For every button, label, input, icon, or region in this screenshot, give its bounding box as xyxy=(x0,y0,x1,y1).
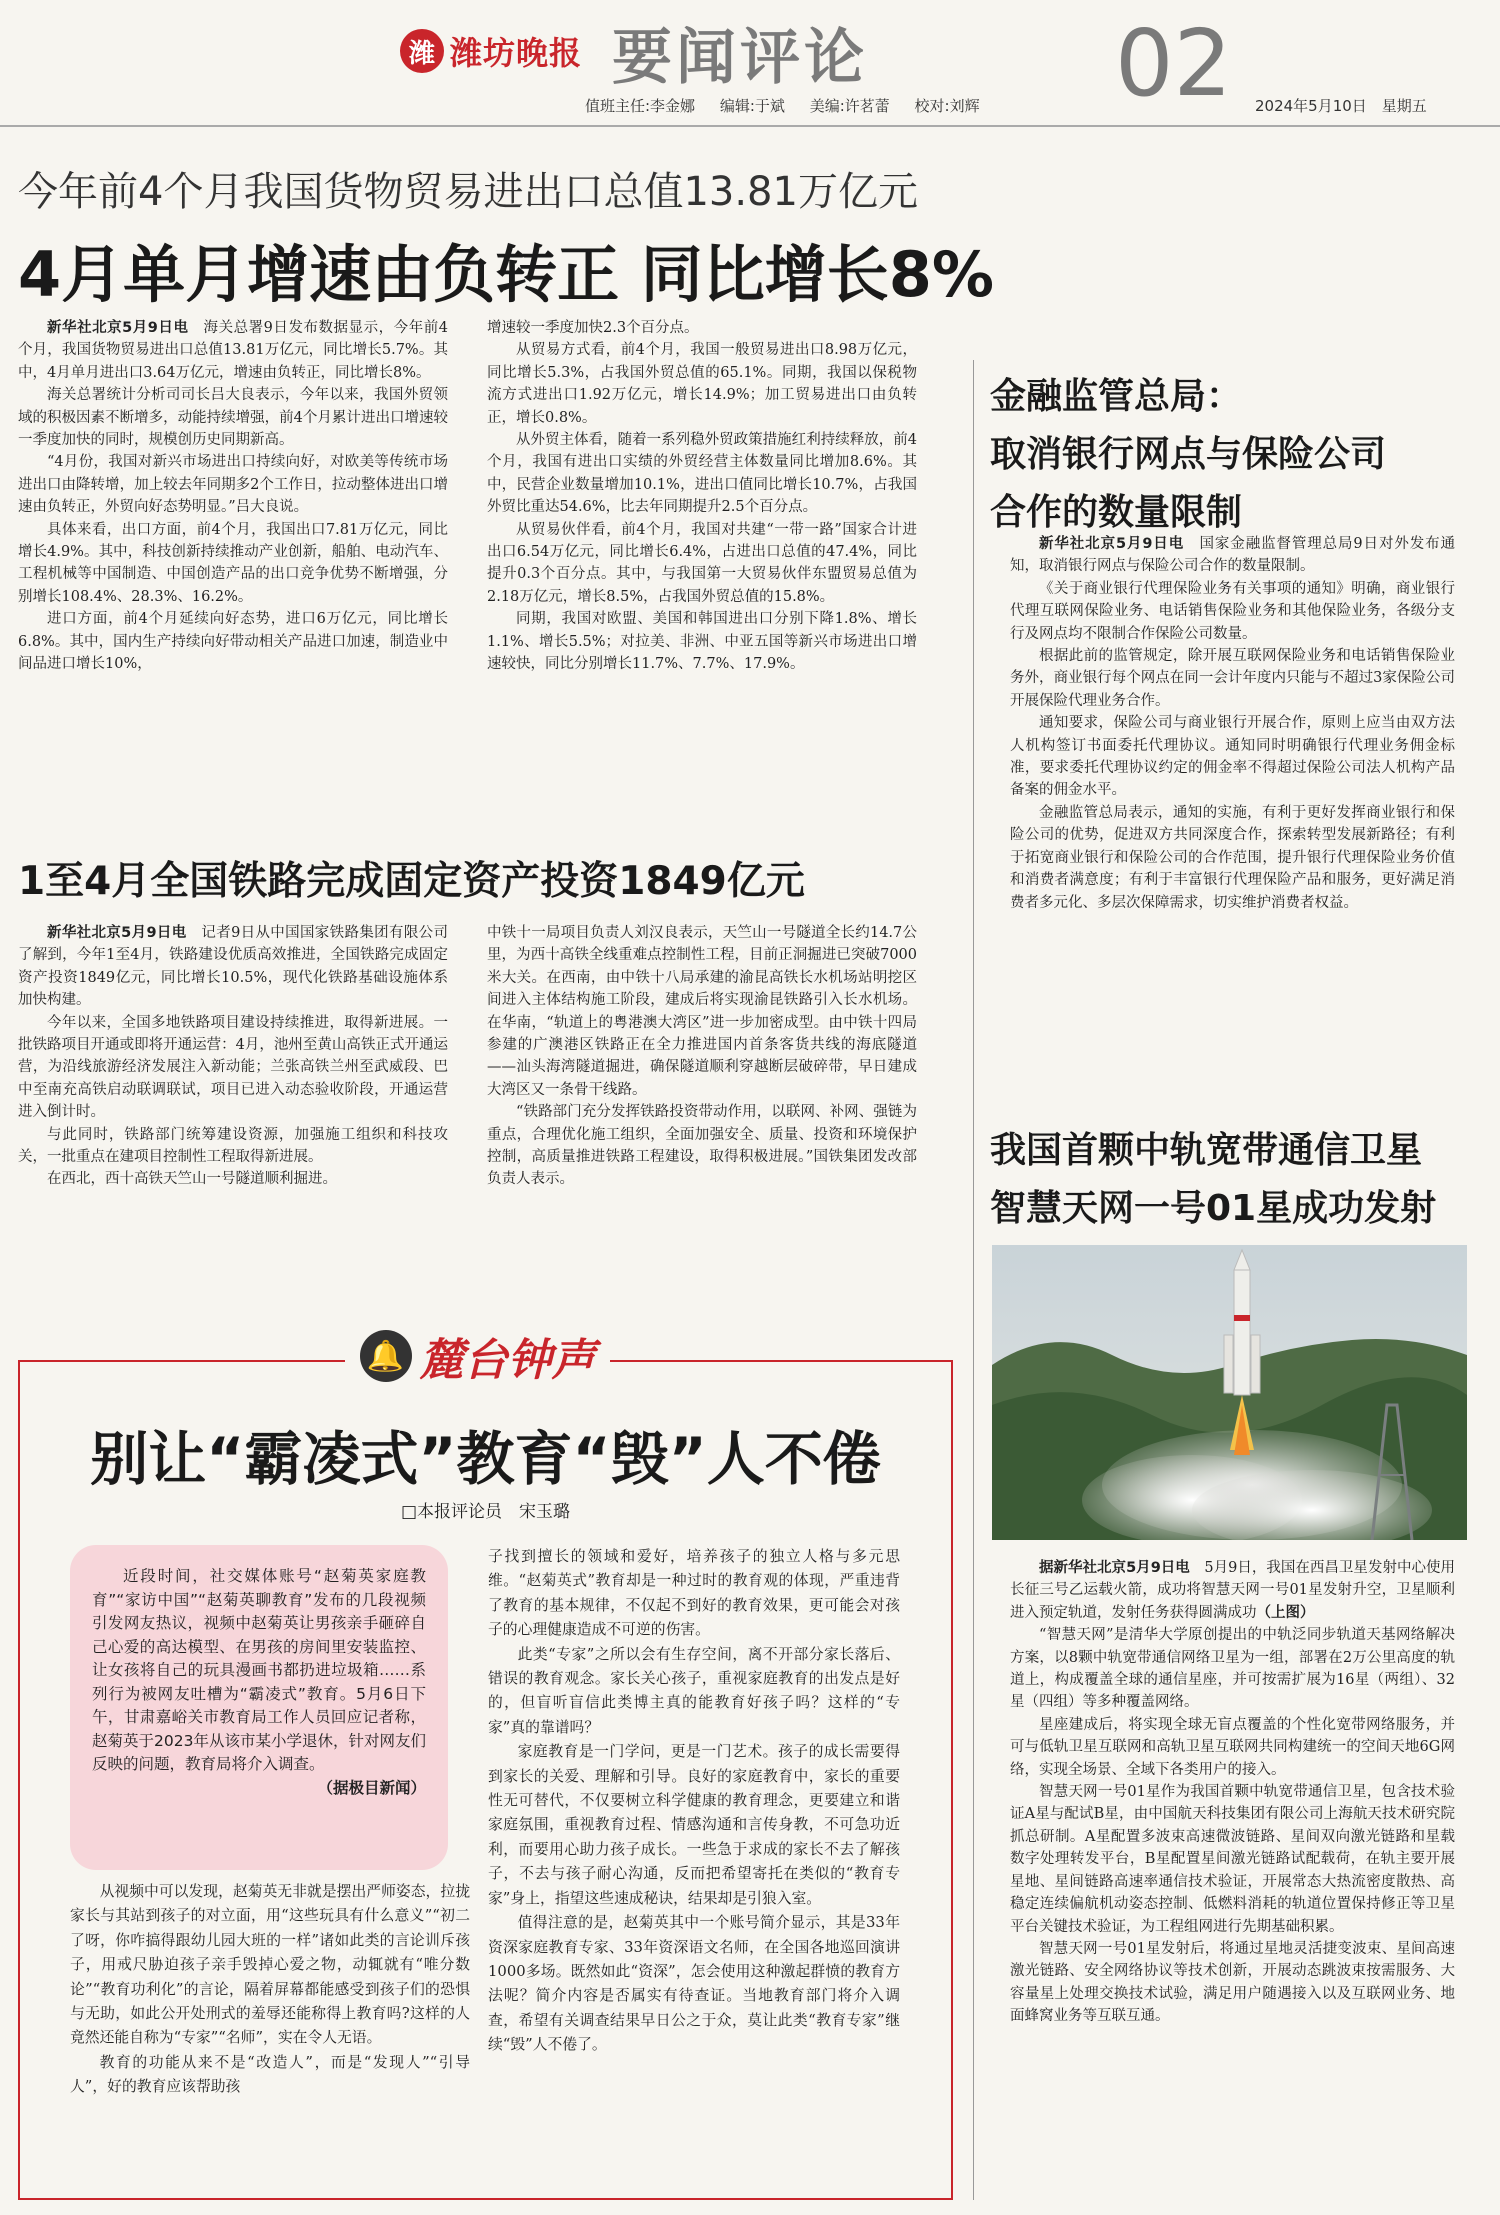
article2-paragraph: “铁路部门充分发挥铁路投资带动作用，以联网、补网、强链为重点，合理优化施工组织，全面加强安全、质量、投资和环境保护控制，高质量推进铁路工程建设，取得积极进展。”国铁集团发改部负责人表示。 xyxy=(487,1104,917,1188)
article2-paragraph: 新华社北京5月9日电 记者9日从中国国家铁路集团有限公司了解到，今年1至4月，铁路建设优质高效推进，全国铁路完成固定资产投资1849亿元，同比增长10.5%，现代化铁路基础设施体系加快构建。 xyxy=(18,925,448,1009)
section-title: 要闻评论 xyxy=(612,23,868,93)
satellite-paragraph: 智慧天网一号01星作为我国首颗中轨宽带通信卫星，包含技术验证A星与配试B星，由中国航天科技集团有限公司上海航天技术研究院抓总研制。A星配置多波束高速微波链路、星间双向激光链路和星载数字处理转发平台，B星配置星间激光链路试配载荷，在轨主要开展星地、星间链路高速率通信技术验证，开展常态大热流密度散热、高稳定连续偏航机动姿态控制、低燃料消耗的轨道位置保持修正等卫星平台关键技术验证，为工程组网进行先期基础积累。 xyxy=(1010,1784,1455,1935)
dateline: 新华社北京5月9日电 xyxy=(1039,536,1185,552)
article1-headline: 4月单月增速由负转正 同比增长8% xyxy=(18,238,994,311)
commentary-paragraph: 家庭教育是一门学问，更是一门艺术。孩子的成长需要得到家长的关爱、理解和引导。良好的家庭教育中，家长的重要性无可替代，不仅要树立科学健康的教育理念，更要建立和谐家庭氛围，重视教育过程、情感沟通和言传身教，不可急功近利，而要用心助力孩子成长。一些急于求成的家长不去了解孩子，不去与孩子耐心沟通，反而把希望寄托在类似的“教育专家”身上，指望这些速成秘诀，结果却是引狼入室。 xyxy=(488,1743,900,1907)
finance-paragraph: 金融监管总局表示，通知的实施，有利于更好发挥商业银行和保险公司的优势，促进双方共同深度合作，探索转型发展新路径；有利于拓宽商业银行和保险公司的合作范围，提升银行代理保险业务价值和消费者满意度；有利于丰富银行代理保险产品和服务，更好满足消费者多元化、多层次保障需求，切实维护消费者权益。 xyxy=(1010,804,1455,911)
satellite-paragraph: 智慧天网一号01星发射后，将通过星地灵活捷变波束、星间高速激光链路、安全网络协议等技术创新，开展动态跳波束按需服务、大容量星上处理交换技术试验，满足用户随遇接入以及互联网业务、地面蜂窝业务等互联互通。 xyxy=(1010,1940,1455,2025)
editor-credit: 编辑:于斌 xyxy=(719,97,785,115)
article2-paragraph: 在西北，西十高铁天竺山一号隧道顺利掘进。 xyxy=(47,1171,337,1188)
satellite-paragraph: 据新华社北京5月9日电 5月9日，我国在西昌卫星发射中心使用长征三号乙运载火箭，成功将智慧天网一号01星发射升空，卫星顺利进入预定轨道，发射任务获得圆满成功（上图） xyxy=(1010,1560,1456,1621)
article2-column-2 xyxy=(487,922,917,1191)
finance-paragraph: 新华社北京5月9日电 国家金融监督管理总局9日对外发布通知，取消银行网点与保险公司合作的数量限制。 xyxy=(1010,536,1456,575)
satellite-paragraph: “智慧天网”是清华大学原创提出的中轨泛同步轨道天基网络解决方案，以8颗中轨宽带通信网络卫星为一组，部署在2万公里高度的轨道上，构成覆盖全球的通信星座，并可按需扩展为16星（两组）、32星（四组）等多种覆盖网络。 xyxy=(1010,1627,1455,1711)
article1-paragraph: 增速较一季度加快2.3个百分点。 xyxy=(487,320,699,336)
commentary-paragraph: 教育的功能从来不是“改造人”，而是“发现人”“引导人”，好的教育应该帮助孩 xyxy=(70,2053,470,2096)
satellite-body xyxy=(1010,1557,1455,2028)
photo-reference: （上图） xyxy=(1256,1604,1315,1621)
article2-paragraph: 中铁十一局项目负责人刘汉良表示，天竺山一号隧道全长约14.7公里，为西十高铁全线重难点控制性工程，目前正洞掘进已突破7000米大关。在西南，由中铁十八局承建的渝昆高铁长水机场站明挖区间进入主体结构施工阶段，建成后将实现渝昆铁路引入长水机场。在华南，“轨道上的粤港澳大湾区”进一步加密成型。由中铁十四局参建的广澳港区铁路正在全力推进国内首条客货共线的海底隧道——汕头海湾隧道掘进，确保隧道顺利穿越断层破碎带，早日建成大湾区又一条骨干线路。 xyxy=(487,925,917,1098)
commentary-paragraph: 此类“专家”之所以会有生存空间，离不开部分家长落后、错误的教育观念。家长关心孩子，重视家庭教育的出发点是好的，但盲听盲信此类博主真的能教育好孩子吗？这样的“专家”真的靠谱吗？ xyxy=(488,1645,900,1736)
logo-mark-icon: 潍 xyxy=(400,29,444,73)
rocket-launch-photo xyxy=(992,1245,1467,1540)
finance-paragraph: 《关于商业银行代理保险业务有关事项的通知》明确，商业银行代理互联网保险业务、电话销售保险业务和其他保险业务，各级分支行及网点均不限制合作保险公司数量。 xyxy=(1010,580,1455,642)
article1-paragraph: “4月份，我国对新兴市场进出口持续向好，对欧美等传统市场进出口由降转增，加上较去年同期多2个工作日，拉动整体进出口增速由负转正，外贸向好态势明显。”吕大良说。 xyxy=(18,454,448,516)
commentary-column-2 xyxy=(488,1545,900,2058)
commentary-intro-box xyxy=(70,1545,448,1870)
intro-source: （据极目新闻） xyxy=(317,1778,426,1797)
editor-credit: 美编:许茗蕾 xyxy=(809,97,890,115)
commentary-paragraph: 从视频中可以发现，赵菊英无非就是摆出严师姿态，拉拢家长与其站到孩子的对立面，用“这些玩具有什么意义”“初二了呀，你咋搞得跟幼儿园大班的一样”诸如此类的言论训斥孩子，用戒尺胁迫孩子亲手毁掉心爱之物，动辄就有“唯分数论”“教育功利化”的言论，隔着屏幕都能感受到孩子们的恐惧与无助，如此公开处刑式的羞辱还能称得上教育吗?这样的人竟然还能自称为“专家”“名师”，实在令人无语。 xyxy=(70,1883,470,2047)
column-badge xyxy=(345,1318,610,1394)
editor-credits xyxy=(585,95,994,116)
finance-body xyxy=(1010,533,1455,914)
logo-text: 潍坊晚报 xyxy=(450,34,583,72)
article2-headline: 1至4月全国铁路完成固定资产投资1849亿元 xyxy=(18,859,805,904)
commentary-title: 别让“霸凌式”教育“毁”人不倦 xyxy=(90,1425,881,1493)
article1-paragraph: 新华社北京5月9日电 海关总署9日发布数据显示，今年前4个月，我国货物贸易进出口总值13.81万亿元，同比增长5.7%。其中，4月单月进出口3.64万亿元，增速由负转正，同比增长8%。 xyxy=(18,320,449,381)
bell-icon: 🔔 xyxy=(360,1330,412,1382)
commentary-column-1 xyxy=(70,1880,470,2100)
article1-paragraph: 同期，我国对欧盟、美国和韩国进出口分别下降1.8%、增长1.1%、增长5.5%；对拉美、非洲、中亚五国等新兴市场进出口增速较快，同比分别增长11.7%、7.7%、17.9%。 xyxy=(487,611,917,673)
commentary-intro: 近段时间，社交媒体账号“赵菊英家庭教育”“家访中国”“赵菊英聊教育”发布的几段视频引发网友热议，视频中赵菊英让男孩亲手砸碎自己心爱的高达模型、在男孩的房间里安装监控、让女孩将自己的玩具漫画书都扔进垃圾箱……系列行为被网友吐槽为“霸凌式”教育。5月6日下午，甘肃嘉峪关市教育局工作人员回应记者称，赵菊英于2023年从该市某小学退休，针对网友们反映的问题，教育局将介入调查。 （据极目新闻） xyxy=(92,1565,426,1777)
masthead-divider xyxy=(0,125,1500,127)
dateline: 新华社北京5月9日电 xyxy=(47,925,187,941)
article1-paragraph: 海关总署统计分析司司长吕大良表示，今年以来，我国外贸领域的积极因素不断增多，动能持续增强，前4个月累计进出口增速较一季度加快的同时，规模创历史同期新高。 xyxy=(18,387,448,449)
page-number: 02 xyxy=(1115,10,1233,117)
finance-paragraph: 通知要求，保险公司与商业银行开展合作，原则上应当由双方法人机构签订书面委托代理协议。通知同时明确银行代理业务佣金标准，要求委托代理协议约定的佣金率不得超过保险公司法人机构产品备案的佣金水平。 xyxy=(1010,715,1455,799)
column-divider xyxy=(973,360,974,2200)
commentary-paragraph: 值得注意的是，赵菊英其中一个账号简介显示，其是33年资深家庭教育专家、33年资深语文名师，在全国各地巡回演讲1000多场。既然如此“资深”，怎会使用这种激起群愤的教育方法呢？简介内容是否属实有待查证。当地教育部门将介入调查，希望有关调查结果早日公之于众，莫让此类“教育专家”继续“毁”人不倦了。 xyxy=(488,1914,900,2054)
commentary-paragraph: 子找到擅长的领域和爱好，培养孩子的独立人格与多元思维。“赵菊英式”教育却是一种过时的教育观的体现，严重违背了教育的基本规律，不仅起不到好的教育效果，更可能会对孩子的心理健康造成不可逆的伤害。 xyxy=(488,1548,900,1639)
article2-column-1 xyxy=(18,922,448,1191)
article2-paragraph: 与此同时，铁路部门统筹建设资源，加强施工组织和科技攻关，一批重点在建项目控制性工程取得新进展。 xyxy=(18,1126,448,1166)
finance-headline: 金融监管总局： 取消银行网点与保险公司 合作的数量限制 xyxy=(990,376,1387,533)
article1-paragraph: 进口方面，前4个月延续向好态势，进口6万亿元，同比增长6.8%。其中，国内生产持续向好带动相关产品进口加速，制造业中间品进口增长10%， xyxy=(18,611,448,673)
commentary-byline: □本报评论员 宋玉璐 xyxy=(400,1502,571,1522)
article1-paragraph: 从外贸主体看，随着一系列稳外贸政策措施红利持续释放，前4个月，我国有进出口实绩的外贸经营主体数量同比增加8.6%。其中，民营企业数量增加10.1%，进出口值同比增长10.7%，占我国外贸比重达54.6%，比去年同期提升2.5个百分点。 xyxy=(487,432,917,516)
article1-paragraph: 从贸易方式看，前4个月，我国一般贸易进出口8.98万亿元，同比增长5.3%，占我国外贸总值的65.1%。同期，我国以保税物流方式进出口1.92万亿元，增长14.9%；加工贸易进出口由负转正，增长0.8%。 xyxy=(487,342,917,426)
dateline: 新华社北京5月9日电 xyxy=(47,320,189,336)
dateline: 据新华社北京5月9日电 xyxy=(1039,1560,1190,1576)
satellite-headline: 我国首颗中轨宽带通信卫星 智慧天网一号01星成功发射 xyxy=(990,1130,1437,1229)
issue-date: 2024年5月10日 星期五 xyxy=(1255,97,1427,115)
article1-paragraph: 从贸易伙伴看，前4个月，我国对共建“一带一路”国家合计进出口6.54万亿元，同比增长6.4%，占进出口总值的47.4%，同比提升0.3个百分点。其中，与我国第一大贸易伙伴东盟贸易总值为2.18万亿元，增长8.5%，占我国外贸总值的15.8%。 xyxy=(487,521,917,605)
article1-kicker: 今年前4个月我国货物贸易进出口总值13.81万亿元 xyxy=(18,169,918,215)
article1-column-2 xyxy=(487,317,917,676)
editor-credit: 校对:刘辉 xyxy=(914,97,980,115)
article1-paragraph: 具体来看，出口方面，前4个月，我国出口7.81万亿元，同比增长4.9%。其中，科技创新持续推动产业创新，船舶、电动汽车、工程机械等中国制造、中国创造产品的出口竞争优势不断增强，分别增长108.4%、28.3%、16.2%。 xyxy=(18,521,448,605)
finance-paragraph: 根据此前的监管规定，除开展互联网保险业务和电话销售保险业务外，商业银行每个网点在同一会计年度内只能与不超过3家保险公司开展保险代理业务合作。 xyxy=(1010,648,1455,709)
article2-paragraph: 今年以来，全国多地铁路项目建设持续推进，取得新进展。一批铁路项目开通或即将开通运营：4月，池州至黄山高铁正式开通运营，为沿线旅游经济发展注入新动能；兰张高铁兰州至武威段、巴中至南充高铁启动联调联试，项目已进入动态验收阶段，开通运营进入倒计时。 xyxy=(18,1014,448,1121)
column-name: 麓台钟声 xyxy=(419,1335,596,1386)
newspaper-logo xyxy=(400,22,630,80)
satellite-paragraph: 星座建成后，将实现全球无盲点覆盖的个性化宽带网络服务，并可与低轨卫星互联网和高轨卫星互联网共同构建统一的空间天地6G网络，实现全场景、全域下各类用户的接入。 xyxy=(1010,1716,1455,1778)
article1-column-1 xyxy=(18,317,448,676)
editor-credit: 值班主任:李金娜 xyxy=(585,97,696,115)
